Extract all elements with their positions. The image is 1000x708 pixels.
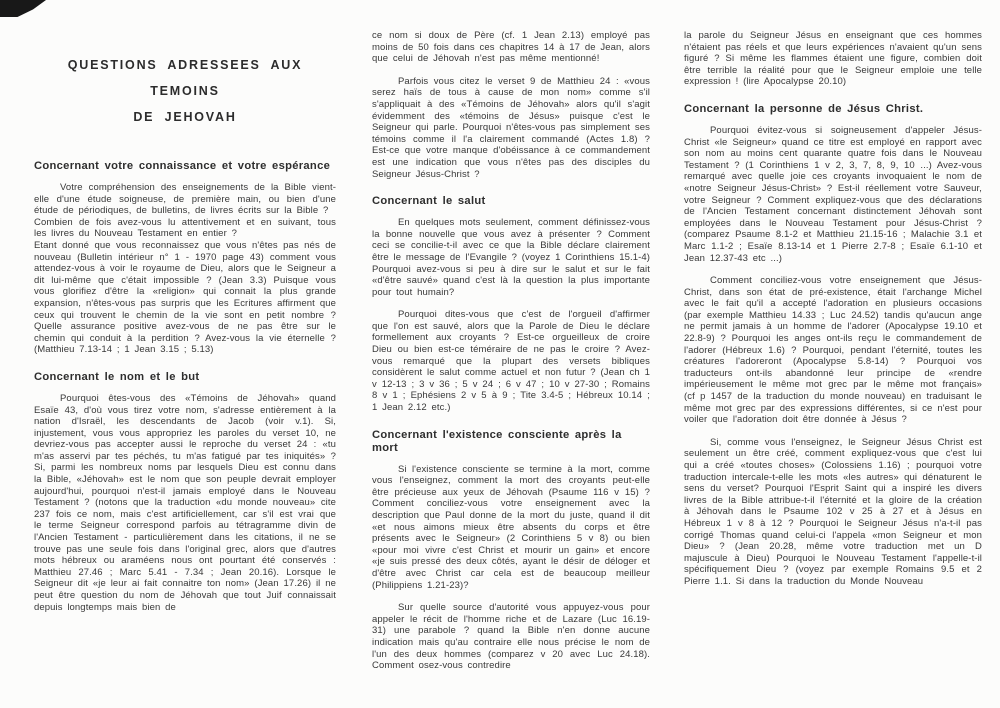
paragraph: ce nom si doux de Père (cf. 1 Jean 2.13) employé pas moins de 50 fois dans ces chapitres 14 à 17 de Jean, alors que celui de Jéhovah n'est pas même mentionné!	[372, 30, 650, 65]
paragraph: Sur quelle source d'autorité vous appuyez-vous pour appeler le récit de l'homme riche et de Lazare (Luc 16.19-31) une parabole ? quand la Bible n'en donne aucune indication mais qu'au contraire elle nous précise le nom de l'un des deux hommes (comparez v 20 avec Luc 24.18). Comment osez-vous contredire	[372, 602, 650, 672]
paragraph: En quelques mots seulement, comment définissez-vous la bonne nouvelle que vous avez à présenter ? Comment ceci se concilie-t-il avec ce que la Bible déclare clairement être le message de l'Evangile ? (voyez 1 Corinthiens 15.1-4) Pourquoi avez-vous si peu à dire sur le salut et sur le fait «d'être sauvé» quand c'est là la question la plus importante pour tout humain?	[372, 217, 650, 298]
document-title-line1: QUESTIONS ADRESSEES AUX TEMOINS	[67, 58, 303, 98]
section-heading-salut: Concernant le salut	[372, 195, 486, 208]
scan-corner-artifact	[0, 0, 46, 17]
document-title	[34, 52, 336, 130]
paragraph: Si l'existence consciente se termine à la mort, comme vous l'enseignez, comment la mort des croyants peut-elle être précieuse aux yeux de Jéhovah (Psaume 116 v 15) ? Comment conciliez-vous votre enseignement avec la description que Paul donne de la mort du juste, quand il dit «et nous aimons mieux être absents du corps et être présents avec le Seigneur» (2 Corinthiens 5 v 8) ou bien «pour moi vivre c'est Christ et mourir un gain» et encore «je suis pressé des deux côtés, ayant le désir de déloger et d'être avec Christ car cela est de beaucoup meilleur (Philippiens 1.21-23)?	[372, 463, 650, 591]
paragraph: Si, comme vous l'enseignez, le Seigneur Jésus Christ est seulement un être créé, comment expliquez-vous que c'est lui qui a créé «toutes choses» (Colossiens 1.16) ; pourquoi votre traduction intercale-t-elle les mots «les autres» qui dénaturent le sens du verset? Pourquoi l'Esprit Saint qui a inspiré les divers livres de la Bible attribue-t-il l'éternité et la gloire de la création à Jéhovah dans le Psaume 102 v 25 à 27 et à Jésus en Hébreux 1 v 8 à 12 ? Pourquoi le Seigneur Jésus n'a-t-il pas corrigé Thomas quand celui-ci l'appela «mon Seigneur et mon Dieu» ? (Jean 20.28, même votre traduction met un D majuscule à Dieu) Pourquoi le Nouveau Testament l'appelle-t-il spécifiquement Dieu ? (voyez par exemple Romains 9.5 et 2 Pierre 1.1. Si dans la traduction du Monde Nouveau	[684, 436, 982, 587]
paragraph: Etant donné que vous reconnaissez que vous n'êtes pas nés de nouveau (Bulletin intérieur n° 1 - 1970 page 43) comment vous attendez-vous à voir le royaume de Dieu, alors que le Seigneur a dit lui-même que c'était impossible ? (Jean 3.3) Puisque vous vous glorifiez d'être la «religion» qui connait la plus grande expansion, n'êtes-vous pas surpris que les Ecritures affirment que ceux qui trouvent le chemin de la vie sont en petit nombre ? Quelle assurance positive avez-vous de ne pas être sur le chemin qui conduit à la perdition ? Avez-vous la vie éternelle ? (Matthieu 7.13-14 ; 1 Jean 3.15 ; 5.13)	[34, 239, 336, 356]
section-heading-nom-et-but: Concernant le nom et le but	[34, 370, 200, 383]
document-title-line2: DE JEHOVAH	[133, 110, 237, 124]
column-2	[372, 30, 650, 672]
section-heading-personne-jesus: Concernant la personne de Jésus Christ.	[684, 102, 924, 115]
paragraph: Pourquoi êtes-vous des «Témoins de Jéhovah» quand Esaïe 43, d'où vous tirez votre nom, s'adresse entièrement à la nation d'Israël, les descendants de Jacob (voir v.1). Si, injustement, vous vous appropriez les paroles du verset 10, ne devriez-vous pas accepter aussi le reproche du verset 24 : «tu m'as asservi par tes péchés, tu m'as fatigué par tes iniquités» ? Si, parmi les nombreux noms par lesquels Dieu est connu dans la Bible, «Jéhovah» est le nom que son peuple devrait employer aujourd'hui, pourquoi n'est-il jamais employé dans le Nouveau Testament ? (notons que la traduction «du monde nouveau» cite 237 fois ce nom, mais c'est artificiellement, car s'il est vrai que le terme Seigneur correspond parfois au tétragramme divin de l'Ancien Testament - particulièrement dans les citations, il ne se trouve pas une seule fois dans l'original grec, alors que d'autres mots hébreux ou araméens nous ont pourtant été conservés : Matthieu 27.46 ; Marc 5.41 - 7.34 ; Jean 20.16). Lorsque le Seigneur dit «je leur ai fait connaitre ton nom» (Jean 17.26) il ne peut être question du nom de Jéhovah que tout Juif connaissait depuis longtemps mais bien de	[34, 392, 336, 613]
paragraph: Combien de fois avez-vous lu attentivement et en suivant, tous les livres du Nouveau Testament en entier ?	[34, 216, 336, 240]
paragraph: Parfois vous citez le verset 9 de Matthieu 24 : «vous serez haïs de tous à cause de mon nom» comme s'il s'appliquait à des «Témoins de Jéhovah» alors qu'il s'agit évidemment des «témoins de Jésus» puisque c'est le Seigneur qui parle. Pourquoi n'êtes-vous pas simplement ses témoins comme il l'a clairement commandé (Actes 1.8) ? Est-ce que votre manque d'obéissance à ce commandement est une indication que vous n'êtes pas des disciples du Seigneur Jésus-Christ ?	[372, 75, 650, 180]
paragraph: Comment conciliez-vous votre enseignement que Jésus-Christ, dans son état de pré-existence, était l'archange Michel avec le fait qu'il a accepté l'adoration en plusieurs occasions (par exemple Matthieu 14.33 ; Luc 24.52) tandis qu'aucun ange ne permit jamais à un homme de l'adorer (Apocalypse 19.10 et 22.8-9) ? Pourquoi les anges ont-ils reçu le commandement de l'adorer (Hébreux 1.6) ? Pourquoi, pendant l'éternité, toutes les créatures l'adoreront (Apocalypse 5.8-14) ? Pourquoi vos traducteurs ont-ils abandonné leur principe de «rendre impérieusement le même mot grec par le même mot français» (cf p 1457 de la traduction du monde nouveau) en traduisant le même mot grec par des expressions différentes, si ce n'est pour voiler que l'adoration doit être donnée à Jésus ?	[684, 275, 982, 426]
column-3	[684, 30, 982, 588]
paragraph: la parole du Seigneur Jésus en enseignant que ces hommes n'étaient pas réels et que leurs expériences n'avaient qu'un sens figuré ? Si même les flammes étaient une figure, combien doit être terrible la réalité pour que le Seigneur emploie une telle expression ! (lire Apocalypse 20.10)	[684, 30, 982, 88]
paragraph: Pourquoi évitez-vous si soigneusement d'appeler Jésus-Christ «le Seigneur» quand ce titre est employé en rapport avec son nom au moins cent quarante quatre fois dans le Nouveau Testament ? (1 Corinthiens 1 v 2, 3, 7, 8, 9, 10 ...) Avez-vous remarqué avec quelle joie ces croyants invoquaient le nom de «notre Seigneur Jésus-Christ» ? Est-il réellement votre Sauveur, votre Seigneur ? Comment expliquez-vous que des déclarations de l'Ancien Testament concernant distinctement Jéhovah sont employées dans le Nouveau Testament pour Jésus-Christ ? (comparez Psaume 8.1-2 et Matthieu 21.15-16 ; Malachie 3.1 et Marc 1.1-2 ; Esaïe 8.13-14 et 1 Pierre 2.7-8 ; Esaïe 6.1-10 et Jean 12.37-43 etc ...)	[684, 124, 982, 264]
paragraph: Pourquoi dites-vous que c'est de l'orgueil d'affirmer que l'on est sauvé, alors que la Parole de Dieu le déclare formellement aux croyants ? Est-ce orgueilleux de croire Dieu ou bien est-ce téméraire de ne pas le croire ? Avez-vous remarqué que la plupart des versets bibliques considèrent le salut comme actuel et non futur ? (Jean ch 1 v 12-13 ; 3 v 36 ; 5 v 24 ; 6 v 47 ; 10 v 27-30 ; Romains 8 v 1 ; Ephésiens 2 v 5 à 9 ; Tite 3.4-5 ; Hébreux 10.14 ; 1 Jean 2.12 etc.)	[372, 309, 650, 414]
section-heading-existence: Concernant l'existence consciente après la mort	[372, 428, 622, 454]
column-1	[34, 46, 336, 613]
paragraph: Votre compréhension des enseignements de la Bible vient-elle d'une étude soigneuse, de première main, ou bien d'une étude de périodiques, de bulletins, de livres écrits sur la Bible ?	[34, 182, 336, 217]
section-heading-connaissance: Concernant votre connaissance et votre espérance	[34, 160, 331, 172]
